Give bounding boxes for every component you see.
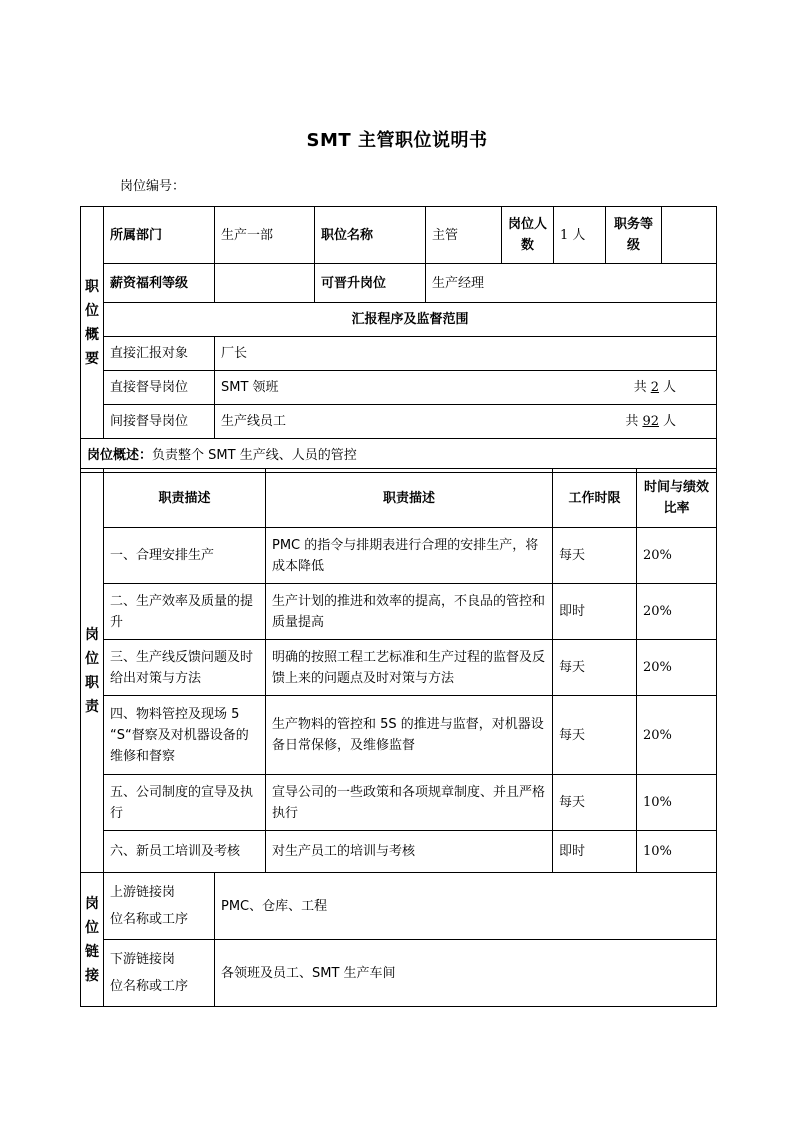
- upstream-label-line1: 上游链接岗: [110, 885, 176, 900]
- dept-label: 所属部门: [104, 207, 215, 264]
- duties-table: [80, 468, 717, 873]
- upstream-label: [104, 873, 215, 940]
- duties-header-item: 职责描述: [104, 469, 266, 528]
- upstream-label-line2: 位名称或工序: [110, 912, 189, 927]
- duty-ratio: 10%: [637, 831, 717, 873]
- duty-item: 一、合理安排生产: [104, 528, 266, 584]
- direct-supervise-count-group: [634, 377, 676, 398]
- downstream-label: [104, 940, 215, 1007]
- direct-supervise-prefix: 共: [633, 380, 647, 395]
- duty-ratio: 20%: [637, 528, 717, 584]
- duty-time: 每天: [553, 528, 637, 584]
- summary-value: 负责整个 SMT 生产线、人员的管控: [152, 448, 357, 463]
- duty-desc: 生产计划的推进和效率的提高，不良品的管控和质量提高: [266, 584, 553, 640]
- indirect-supervise-value: 生产线员工: [221, 414, 287, 429]
- downstream-value: 各领班及员工、SMT 生产车间: [215, 940, 717, 1007]
- downstream-label-line2: 位名称或工序: [110, 979, 189, 994]
- duty-ratio: 10%: [637, 775, 717, 831]
- duty-item: 二、生产效率及质量的提升: [104, 584, 266, 640]
- duty-item: 五、公司制度的宣导及执行: [104, 775, 266, 831]
- promotion-label: 可晋升岗位: [315, 264, 426, 303]
- direct-supervise-suffix: 人: [662, 380, 676, 395]
- direct-supervise-value: SMT 领班: [221, 380, 279, 395]
- grade-value: [662, 207, 717, 264]
- upstream-value: PMC、仓库、工程: [215, 873, 717, 940]
- salary-label: 薪资福利等级: [104, 264, 215, 303]
- position-name-label: 职位名称: [315, 207, 426, 264]
- downstream-label-line1: 下游链接岗: [110, 952, 176, 967]
- indirect-supervise-cell: [215, 405, 717, 439]
- duty-item: 三、生产线反馈问题及时给出对策与方法: [104, 640, 266, 696]
- duty-ratio: 20%: [637, 584, 717, 640]
- direct-supervise-cell: [215, 371, 717, 405]
- duty-desc: 对生产员工的培训与考核: [266, 831, 553, 873]
- indirect-supervise-count-group: [625, 411, 676, 432]
- duty-desc: 生产物料的管控和 5S 的推进与监督，对机器设备日常保修，及维修监督: [266, 696, 553, 775]
- duty-time: 即时: [553, 584, 637, 640]
- headcount-value: 1 人: [554, 207, 606, 264]
- duty-item: 四、物料管控及现场 5 “S“督察及对机器设备的维修和督察: [104, 696, 266, 775]
- indirect-supervise-label: 间接督导岗位: [104, 405, 215, 439]
- document-title: SMT 主管职位说明书: [306, 130, 488, 151]
- duty-time: 每天: [553, 696, 637, 775]
- links-table: [80, 872, 717, 1007]
- duty-desc: 宣导公司的一些政策和各项规章制度、并且严格执行: [266, 775, 553, 831]
- direct-supervise-label: 直接督导岗位: [104, 371, 215, 405]
- indirect-supervise-suffix: 人: [662, 414, 676, 429]
- promotion-value: 生产经理: [426, 264, 717, 303]
- indirect-supervise-count: 92: [642, 414, 659, 429]
- position-name-value: 主管: [426, 207, 502, 264]
- position-code-label: 岗位编号：: [120, 179, 186, 194]
- dept-value: 生产一部: [215, 207, 315, 264]
- duty-ratio: 20%: [637, 696, 717, 775]
- duty-desc: PMC 的指令与排期表进行合理的安排生产，将成本降低: [266, 528, 553, 584]
- headcount-label: 岗位人数: [502, 207, 554, 264]
- duty-item: 六、新员工培训及考核: [104, 831, 266, 873]
- duties-section-label: 岗 位 职 责: [81, 469, 104, 873]
- report-header: 汇报程序及监督范围: [104, 303, 717, 337]
- duties-header-desc: 职责描述: [266, 469, 553, 528]
- direct-report-value: 厂长: [215, 337, 717, 371]
- duty-time: 每天: [553, 775, 637, 831]
- links-section-label: 岗 位 链 接: [81, 873, 104, 1007]
- overview-section-label: 职 位 概 要: [81, 207, 104, 439]
- duties-header-time: 工作时限: [553, 469, 637, 528]
- duty-time: 每天: [553, 640, 637, 696]
- duties-header-ratio: 时间与绩效比率: [637, 469, 717, 528]
- duty-time: 即时: [553, 831, 637, 873]
- direct-supervise-count: 2: [650, 380, 659, 395]
- direct-report-label: 直接汇报对象: [104, 337, 215, 371]
- duty-ratio: 20%: [637, 640, 717, 696]
- duty-desc: 明确的按照工程工艺标准和生产过程的监督及反馈上来的问题点及时对策与方法: [266, 640, 553, 696]
- summary-label: 岗位概述：: [87, 448, 153, 463]
- indirect-supervise-prefix: 共: [625, 414, 639, 429]
- grade-label: 职务等级: [606, 207, 662, 264]
- overview-table: [80, 206, 717, 473]
- salary-value: [215, 264, 315, 303]
